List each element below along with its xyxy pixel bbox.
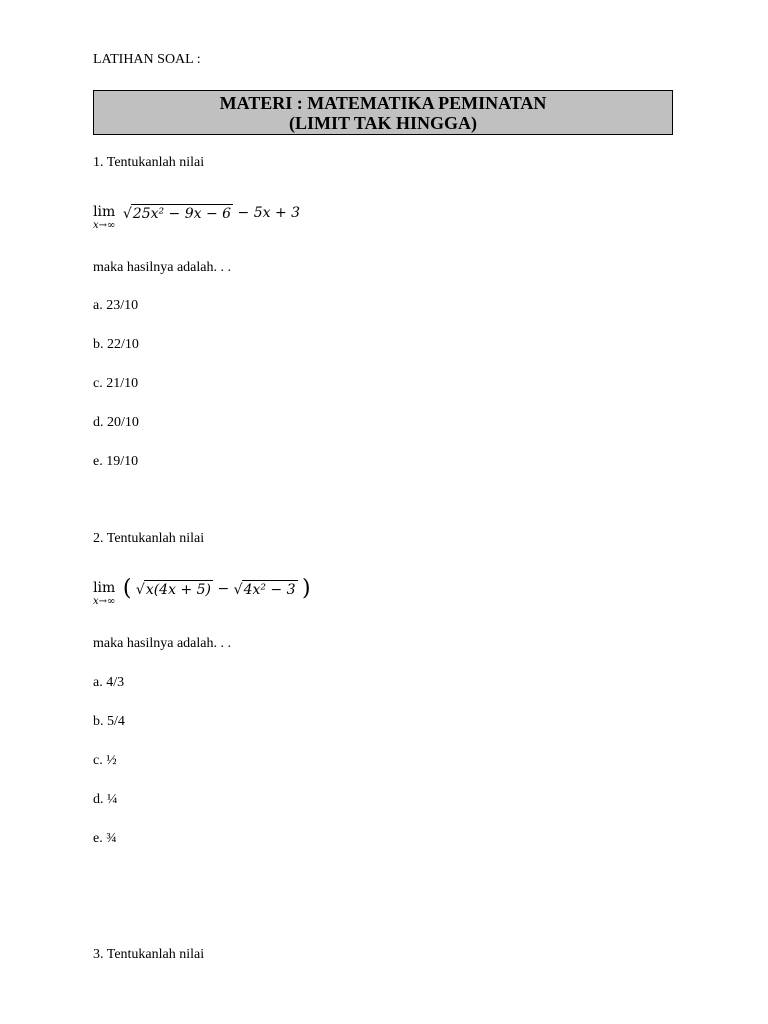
minus-sign: − [217,581,230,597]
question-2-option-c: c. ½ [93,753,117,768]
question-1-option-a: a. 23/10 [93,298,139,313]
question-2-option-b: b. 5/4 [93,714,125,729]
question-3-prompt: 3. Tentukanlah nilai [93,947,205,962]
header-label: LATIHAN SOAL : [93,52,201,67]
question-1-formula [93,204,300,231]
question-1-option-e: e. 19/10 [93,454,139,469]
limit-expression [122,576,311,601]
radical-sign-icon: √ [233,582,243,598]
lim-word: lim [93,204,116,220]
question-2-option-a: a. 4/3 [93,675,125,690]
question-1-result-text: maka hasilnya adalah. . . [93,260,232,275]
square-root-b [234,580,298,599]
radicand: 25x² − 9x − 6 [132,206,232,222]
question-2-prompt: 2. Tentukanlah nilai [93,531,205,546]
expression-tail: − 5x + 3 [237,205,301,221]
square-root-a [136,580,213,599]
radicand-a: x(4x + 5) [145,582,211,598]
limit-operator [93,580,115,607]
lim-word: lim [93,580,116,596]
question-1-option-c: c. 21/10 [93,376,139,391]
question-2-option-e: e. ¾ [93,831,117,846]
radical-sign-icon: √ [122,206,132,222]
limit-expression [123,204,300,223]
radicand-b: 4x² − 3 [243,582,296,598]
lim-subscript: x→∞ [93,220,116,231]
square-root [123,204,233,223]
question-2-result-text: maka hasilnya adalah. . . [93,636,232,651]
question-1-prompt: 1. Tentukanlah nilai [93,155,205,170]
question-1-option-d: d. 20/10 [93,415,139,430]
question-1-option-b: b. 22/10 [93,337,139,352]
right-paren-icon: ) [301,576,311,601]
title-line-1: MATERI : MATEMATIKA PEMINATAN [219,93,547,113]
title-box [93,90,673,135]
title-line-2: (LIMIT TAK HINGGA) [288,113,478,133]
lim-subscript: x→∞ [93,596,116,607]
radical-sign-icon: √ [135,582,145,598]
question-2-formula [93,576,311,607]
question-2-option-d: d. ¼ [93,792,118,807]
limit-operator [93,204,115,231]
left-paren-icon: ( [122,576,132,601]
